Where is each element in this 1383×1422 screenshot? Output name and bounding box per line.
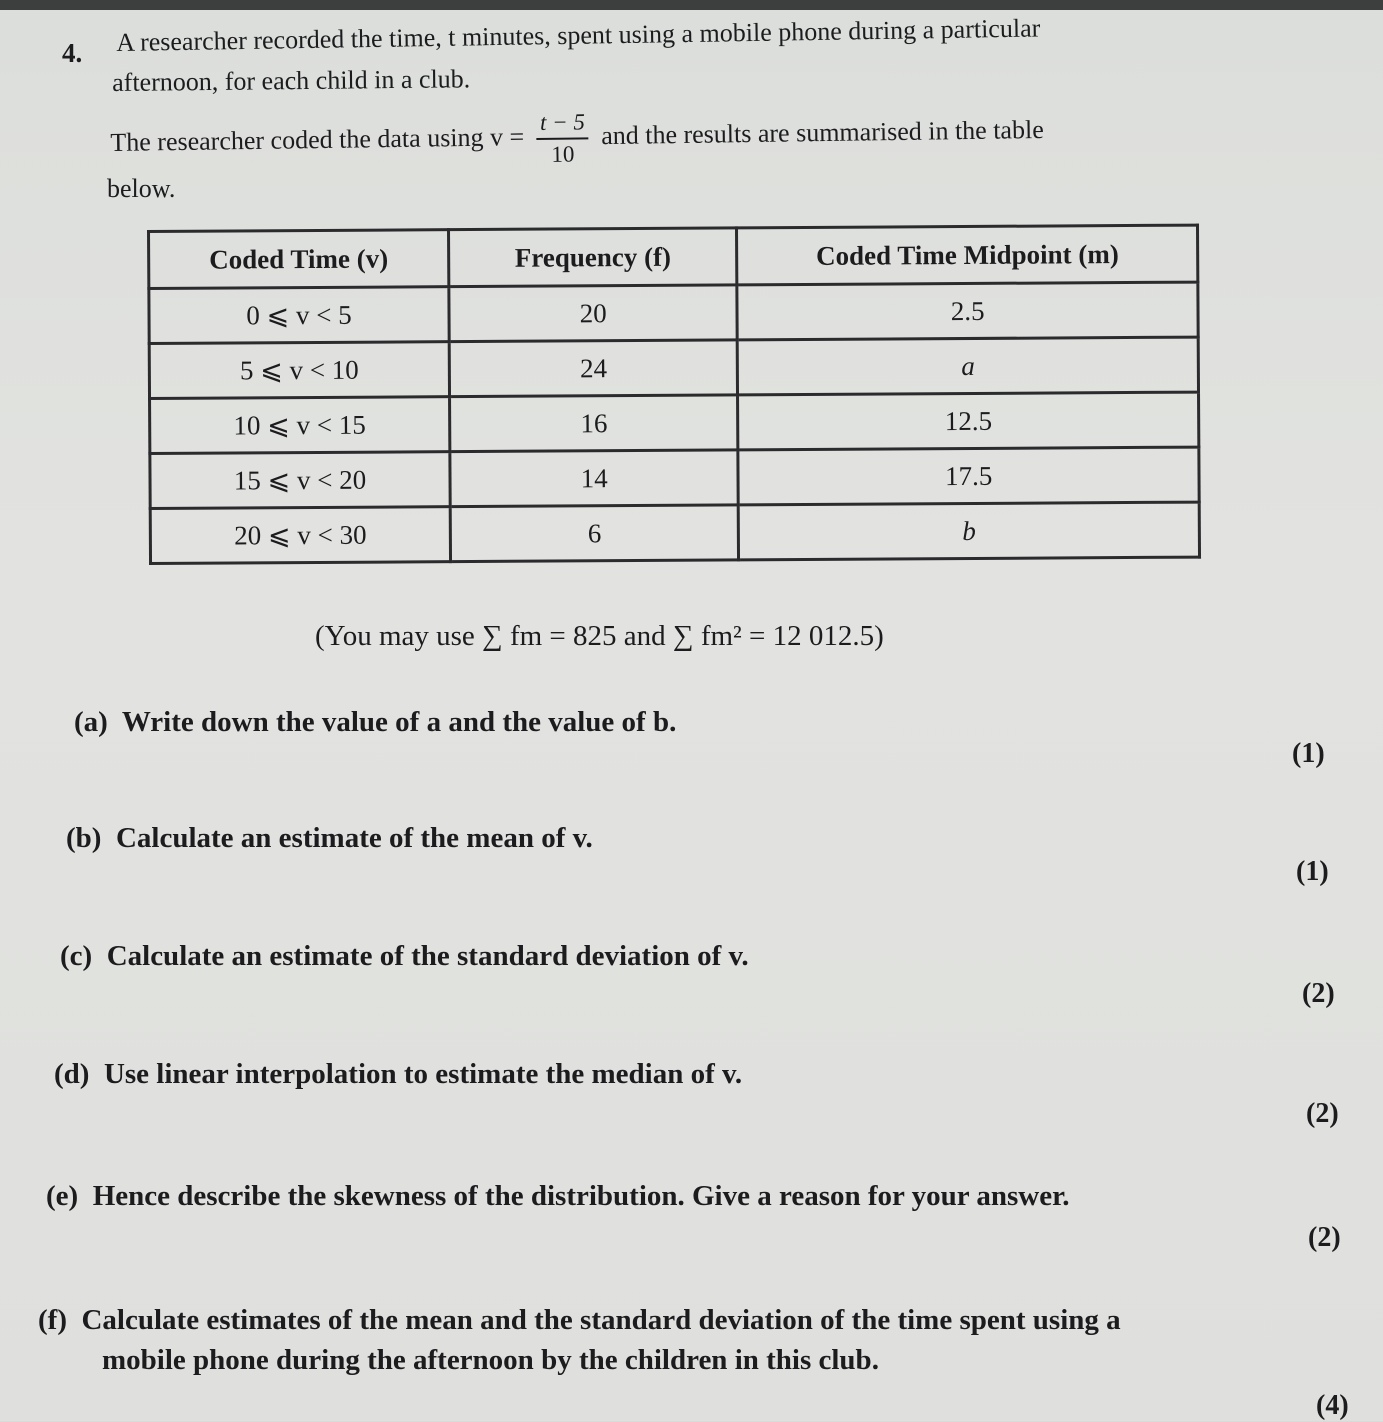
part-a <box>74 706 676 739</box>
screen-top-edge <box>0 0 1383 10</box>
cell-interval: 10 ⩽ v < 15 <box>150 397 450 454</box>
table-row <box>149 282 1198 343</box>
part-label: (f) <box>38 1304 67 1336</box>
part-label: (d) <box>54 1058 90 1090</box>
header-midpoint: Coded Time Midpoint (m) <box>737 225 1198 285</box>
part-d <box>54 1058 742 1091</box>
cell-midpoint: 17.5 <box>738 447 1199 505</box>
part-text: Hence describe the skewness of the distribution. Give a reason for your answer. <box>92 1180 1070 1212</box>
table-row <box>150 447 1199 508</box>
cell-frequency: 24 <box>449 340 738 397</box>
marks-d: (2) <box>1306 1098 1339 1129</box>
part-text: Calculate an estimate of the standard deviation of v. <box>106 940 749 972</box>
intro-line-2: afternoon, for each child in a club. <box>112 64 471 97</box>
part-text: Calculate estimates of the mean and the standard deviation of the time spent using a <box>81 1304 1121 1336</box>
cell-interval: 5 ⩽ v < 10 <box>149 342 449 399</box>
part-label: (e) <box>46 1180 79 1212</box>
cell-interval: 0 ⩽ v < 5 <box>149 287 449 344</box>
intro-line-1: A researcher recorded the time, t minutes, spent using a mobile phone during a particular <box>116 13 1041 57</box>
coding-suffix: and the results are summarised in the table <box>600 114 1044 151</box>
marks-c: (2) <box>1302 978 1335 1009</box>
summary-table <box>147 224 1201 565</box>
table-row <box>150 502 1199 563</box>
part-label: (c) <box>60 940 93 972</box>
part-b <box>66 822 593 855</box>
coding-line-2: below. <box>107 174 176 203</box>
part-f <box>38 1304 1121 1337</box>
part-f-line-2: mobile phone during the afternoon by the children in this club. <box>102 1344 879 1376</box>
cell-midpoint: b <box>739 502 1200 560</box>
cell-frequency: 20 <box>449 285 738 342</box>
cell-frequency: 16 <box>449 395 738 452</box>
cell-interval: 20 ⩽ v < 30 <box>150 507 450 564</box>
part-text: Calculate an estimate of the mean of v. <box>115 822 593 854</box>
table-row <box>149 337 1198 398</box>
coding-line <box>110 103 1044 174</box>
coding-fraction <box>536 109 589 168</box>
cell-interval: 15 ⩽ v < 20 <box>150 452 450 509</box>
cell-frequency: 6 <box>450 505 739 562</box>
fraction-numerator: t − 5 <box>539 109 586 135</box>
cell-midpoint: 2.5 <box>737 282 1198 340</box>
table-row <box>150 392 1199 453</box>
cell-midpoint: 12.5 <box>738 392 1199 450</box>
header-coded-time: Coded Time (v) <box>149 230 449 289</box>
coding-prefix: The researcher coded the data using v = <box>110 122 525 157</box>
formula-hint: (You may use ∑ fm = 825 and ∑ fm² = 12 012.5) <box>315 620 884 652</box>
marks-a: (1) <box>1292 738 1325 769</box>
marks-b: (1) <box>1296 856 1329 887</box>
fraction-denominator: 10 <box>551 141 575 167</box>
part-label: (a) <box>74 706 108 738</box>
part-label: (b) <box>66 822 102 854</box>
header-frequency: Frequency (f) <box>448 228 737 287</box>
marks-f: (4) <box>1316 1390 1349 1421</box>
part-c <box>60 940 749 973</box>
part-text: Use linear interpolation to estimate the median of v. <box>103 1058 743 1090</box>
cell-frequency: 14 <box>450 450 739 507</box>
part-text: Write down the value of a and the value of b. <box>121 706 677 738</box>
table-header-row <box>149 225 1198 288</box>
fraction-bar <box>537 137 589 140</box>
marks-e: (2) <box>1308 1222 1341 1253</box>
question-number: 4. <box>62 38 83 68</box>
cell-midpoint: a <box>738 337 1199 395</box>
part-e <box>46 1180 1070 1213</box>
